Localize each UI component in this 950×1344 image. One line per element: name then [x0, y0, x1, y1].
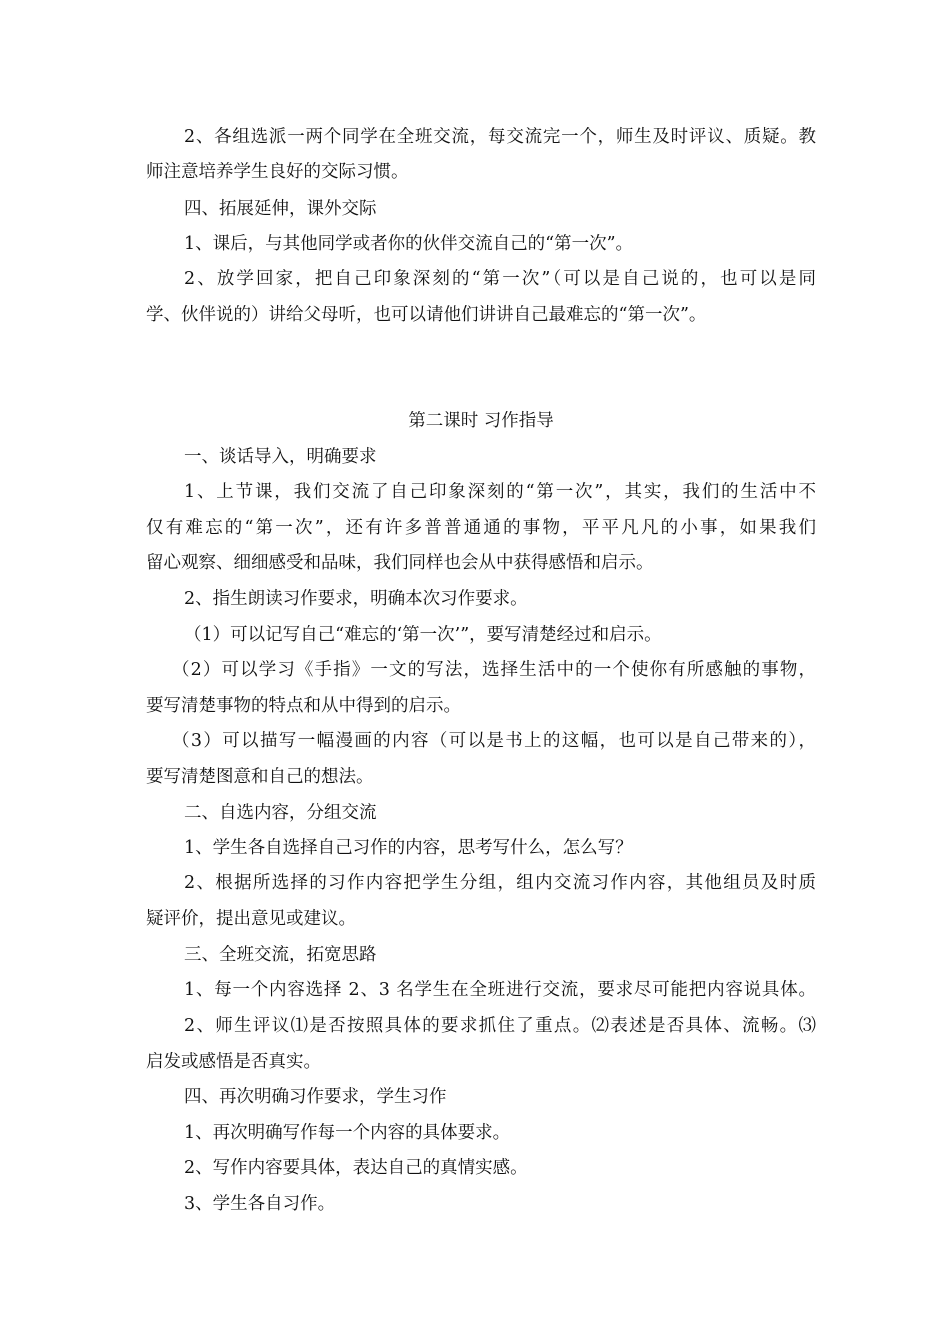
- paragraph-line: 2、指生朗读习作要求，明确本次习作要求。: [184, 589, 528, 609]
- paragraph-line: 要写清楚事物的特点和从中得到的启示。: [146, 696, 461, 716]
- section-heading: 四、拓展延伸，课外交际: [184, 199, 377, 219]
- section-heading: 二、自选内容，分组交流: [184, 803, 377, 823]
- paragraph-line: 1、课后，与其他同学或者你的伙伴交流自己的“第一次”。: [184, 234, 634, 254]
- paragraph-line: 学、伙伴说的）讲给父母听，也可以请他们讲讲自己最难忘的“第一次”。: [146, 305, 707, 325]
- lesson-title: 第二课时 习作指导: [408, 411, 554, 431]
- paragraph-line: 2、各组选派一两个同学在全班交流，每交流完一个，师生及时评议、质疑。教: [184, 127, 816, 147]
- paragraph-line: 1、再次明确写作每一个内容的具体要求。: [184, 1123, 511, 1143]
- paragraph-line: 要写清楚图意和自己的想法。: [146, 767, 374, 787]
- paragraph-line: 2、写作内容要具体，表达自己的真情实感。: [184, 1158, 528, 1178]
- requirement-item: （1）可以记写自己“难忘的‘第一次’”，要写清楚经过和启示。: [184, 625, 662, 645]
- requirement-item: （3）可以描写一幅漫画的内容（可以是书上的这幅，也可以是自己带来的），: [172, 731, 816, 751]
- paragraph-line: 2、放学回家，把自己印象深刻的“第一次”（可以是自己说的，也可以是同: [184, 269, 816, 289]
- paragraph-line: 1、每一个内容选择 2、3 名学生在全班进行交流，要求尽可能把内容说具体。: [184, 980, 816, 1000]
- paragraph-line: 启发或感悟是否真实。: [146, 1052, 321, 1072]
- section-heading: 一、谈话导入，明确要求: [184, 447, 377, 467]
- section-heading: 四、再次明确习作要求，学生习作: [184, 1087, 447, 1107]
- paragraph-line: 2、根据所选择的习作内容把学生分组，组内交流习作内容，其他组员及时质: [184, 873, 816, 893]
- paragraph-line: 仅有难忘的“第一次”，还有许多普普通通的事物，平平凡凡的小事，如果我们: [146, 518, 816, 538]
- paragraph-line: 1、学生各自选择自己习作的内容，思考写什么，怎么写？: [184, 838, 633, 858]
- paragraph-line: 2、师生评议⑴是否按照具体的要求抓住了重点。⑵表述是否具体、流畅。⑶: [184, 1016, 816, 1036]
- paragraph-line: 1、上节课，我们交流了自己印象深刻的“第一次”，其实，我们的生活中不: [184, 482, 816, 502]
- paragraph-line: 留心观察、细细感受和品味，我们同样也会从中获得感悟和启示。: [146, 553, 654, 573]
- paragraph-line: 3、学生各自习作。: [184, 1194, 336, 1214]
- section-heading: 三、全班交流，拓宽思路: [184, 945, 377, 965]
- paragraph-line: 师注意培养学生良好的交际习惯。: [146, 162, 409, 182]
- paragraph-line: 疑评价，提出意见或建议。: [146, 909, 356, 929]
- requirement-item: （2）可以学习《手指》一文的写法，选择生活中的一个使你有所感触的事物，: [172, 660, 816, 680]
